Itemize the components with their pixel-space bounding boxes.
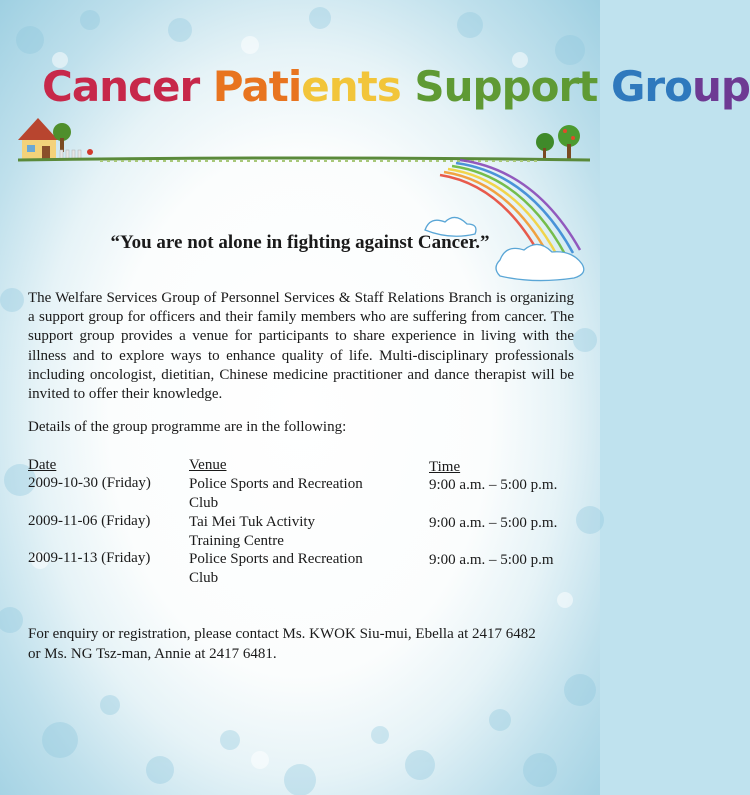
title-segment	[401, 62, 415, 111]
table-row-venue-cont: Club	[189, 495, 219, 511]
table-row-venue-cont: Club	[189, 570, 219, 586]
title-segment	[199, 62, 213, 111]
table-row-time: 9:00 a.m. – 5:00 p.m.	[429, 477, 558, 493]
table-row-date: 2009-10-30 (Friday)	[28, 475, 151, 491]
contact-info	[28, 625, 588, 664]
title-segment: Cancer	[42, 62, 200, 111]
programme-intro: Details of the group programme are in the following:	[28, 419, 347, 435]
contact-line-1: For enquiry or registration, please contact Ms. KWOK Siu-mui, Ebella at 2417 6482	[28, 626, 536, 642]
grass-line	[18, 158, 590, 160]
time-header: Time	[429, 459, 461, 475]
title-segment: up	[691, 62, 750, 111]
title-segment: ents	[301, 62, 401, 111]
tree-icon	[536, 125, 580, 160]
table-row-venue: Police Sports and Recreation	[189, 551, 363, 567]
title-segment: Pati	[212, 62, 302, 111]
venue-header: Venue	[189, 457, 227, 473]
date-header: Date	[28, 457, 57, 473]
mailbox-icon	[87, 149, 93, 155]
table-row-venue-cont: Training Centre	[189, 533, 284, 549]
description-paragraph: The Welfare Services Group of Personnel Services & Staff Relations Branch is organizing a support group for officers and their family members who are suffering from cancer. The support group provides a venue for participants to share experience in living with the illness and to explore ways to enhance quality of life. Multi-disciplinary professionals including oncologist, dietitian, Chinese medicine practitioner and dance therapist will be invited to offer their knowledge.	[28, 290, 574, 403]
table-row-venue: Police Sports and Recreation	[189, 476, 363, 492]
table-row-time: 9:00 a.m. – 5:00 p.m.	[429, 515, 558, 531]
title-segment	[597, 62, 611, 111]
quote-heading: “You are not alone in fighting against Cancer.”	[110, 232, 490, 253]
contact-line-2: or Ms. NG Tsz-man, Annie at 2417 6481.	[28, 645, 277, 662]
title-segment: Support	[414, 62, 598, 111]
table-row-time: 9:00 a.m. – 5:00 p.m	[429, 552, 554, 568]
table-row-date: 2009-11-13 (Friday)	[28, 550, 151, 566]
page-title	[42, 62, 750, 111]
table-row-date: 2009-11-06 (Friday)	[28, 513, 151, 529]
title-segment: Gro	[610, 62, 692, 111]
table-row-venue: Tai Mei Tuk Activity	[189, 514, 316, 530]
header-banner	[0, 0, 750, 175]
